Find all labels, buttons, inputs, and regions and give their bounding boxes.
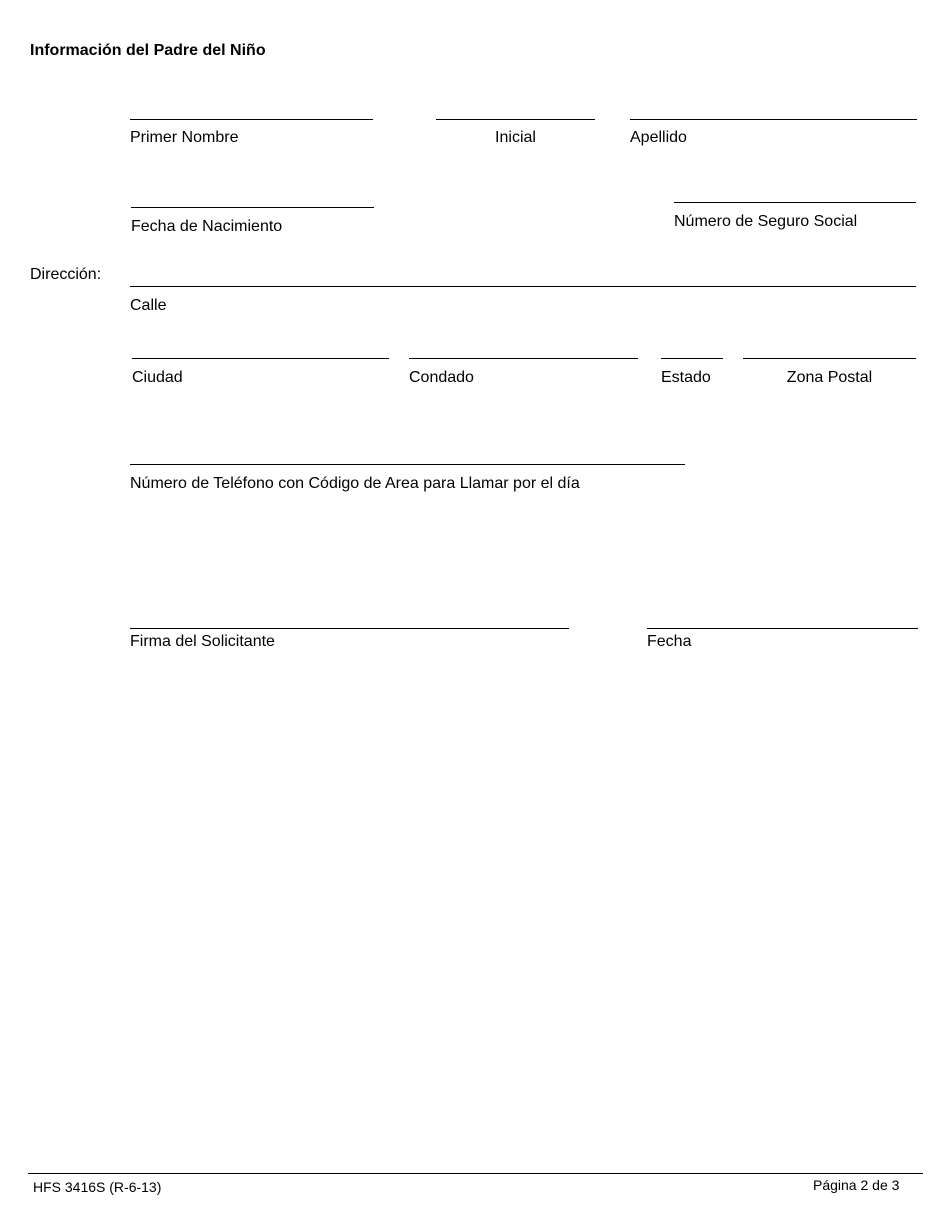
date-label: Fecha xyxy=(647,633,692,650)
county-field[interactable] xyxy=(409,358,638,359)
footer-divider xyxy=(28,1173,923,1174)
birth-date-field[interactable] xyxy=(131,207,374,208)
last-name-label: Apellido xyxy=(630,129,687,146)
phone-label: Número de Teléfono con Código de Area para Llamar por el día xyxy=(130,475,580,492)
ssn-label: Número de Seguro Social xyxy=(674,213,858,230)
city-field[interactable] xyxy=(132,358,389,359)
county-label: Condado xyxy=(409,369,474,386)
street-label: Calle xyxy=(130,297,167,314)
initial-label: Inicial xyxy=(495,129,536,146)
date-field[interactable] xyxy=(647,628,918,629)
signature-field[interactable] xyxy=(130,628,569,629)
city-label: Ciudad xyxy=(132,369,183,386)
birth-date-label: Fecha de Nacimiento xyxy=(131,218,283,235)
state-field[interactable] xyxy=(661,358,723,359)
street-field[interactable] xyxy=(130,286,916,287)
section-title: Información del Padre del Niño xyxy=(30,42,266,59)
first-name-field[interactable] xyxy=(130,119,373,120)
form-id: HFS 3416S (R-6-13) xyxy=(33,1179,162,1195)
last-name-field[interactable] xyxy=(630,119,917,120)
zip-label: Zona Postal xyxy=(786,369,873,386)
first-name-label: Primer Nombre xyxy=(130,129,239,146)
signature-label: Firma del Solicitante xyxy=(130,633,275,650)
phone-field[interactable] xyxy=(130,464,685,465)
initial-field[interactable] xyxy=(436,119,595,120)
zip-field[interactable] xyxy=(743,358,916,359)
page-number: Página 2 de 3 xyxy=(813,1177,900,1193)
ssn-field[interactable] xyxy=(674,202,916,203)
state-label: Estado xyxy=(661,369,711,386)
address-label: Dirección: xyxy=(30,266,102,283)
